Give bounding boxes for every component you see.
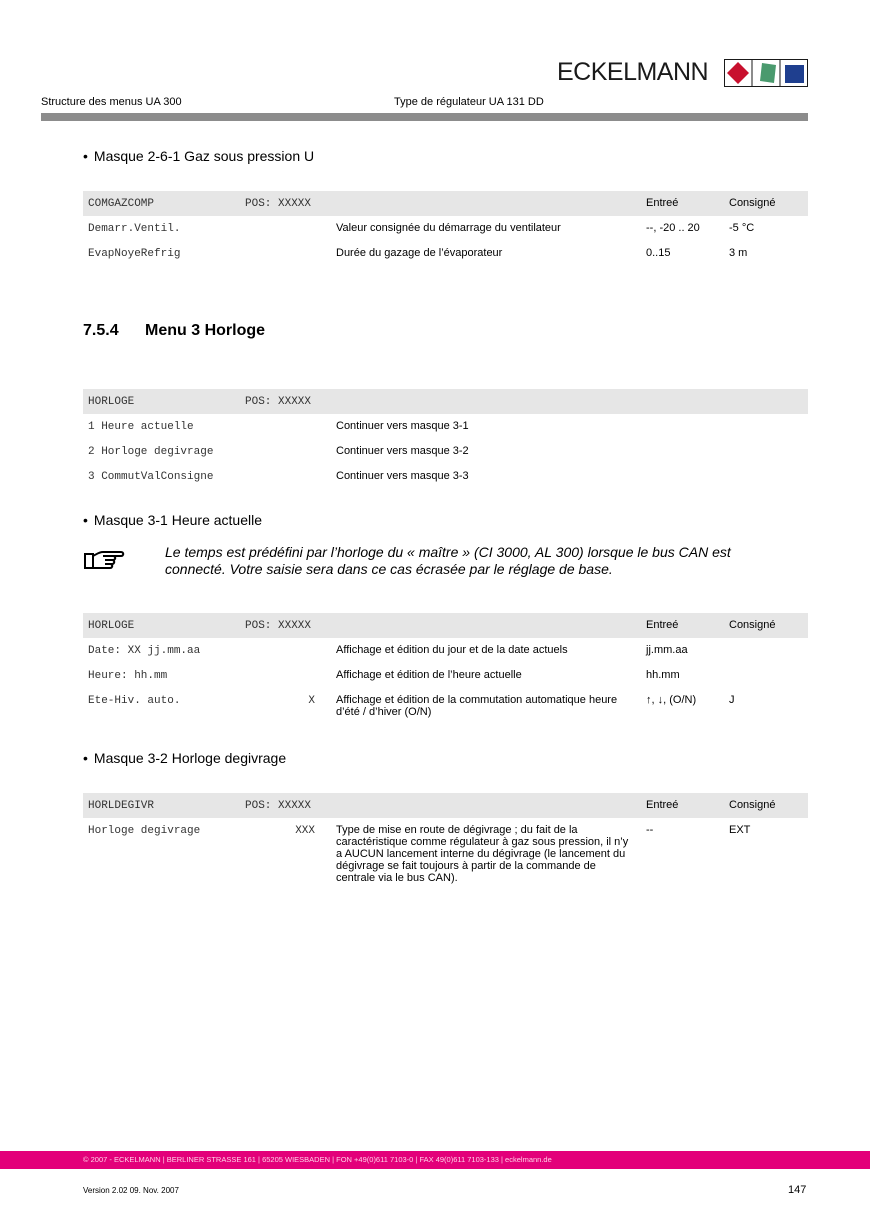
pointing-hand-icon <box>83 548 125 570</box>
position-code: POS: XXXXX <box>245 620 312 632</box>
table-row <box>83 241 808 266</box>
menu-name: HORLOGE <box>88 396 135 408</box>
parameter-name: Heure: hh.mm <box>88 670 168 682</box>
input-range: -- <box>646 824 654 836</box>
parameter-description: Affichage et édition du jour et de la date actuels <box>336 644 568 656</box>
table-header-row <box>83 191 808 216</box>
table-row <box>83 414 808 439</box>
setpoint-column-header: Consigné <box>729 799 776 811</box>
parameter-name: Ete-Hiv. auto. <box>88 695 181 707</box>
parameter-description: Affichage et édition de l’heure actuelle <box>336 669 522 681</box>
table-row <box>83 638 808 663</box>
setpoint-value: EXT <box>729 824 751 836</box>
setpoint-value: 3 m <box>729 247 748 259</box>
menu-name: COMGAZCOMP <box>88 198 155 210</box>
setpoint-column-header: Consigné <box>729 619 776 631</box>
table-row <box>83 464 808 489</box>
parameter-name: EvapNoyeRefrig <box>88 248 181 260</box>
parameter-name: Horloge degivrage <box>88 825 201 837</box>
menu-item-description: Continuer vers masque 3-1 <box>336 420 469 432</box>
menu-item-description: Continuer vers masque 3-3 <box>336 470 469 482</box>
header-controller-type: Type de régulateur UA 131 DD <box>394 96 544 108</box>
input-range: hh.mm <box>646 669 680 681</box>
company-logo-text: ECKELMANN <box>557 58 709 86</box>
parameter-description: Affichage et édition de la commutation automatique heure d’été / d’hiver (O/N) <box>336 694 618 718</box>
table-header-row <box>83 793 808 818</box>
footer-version: Version 2.02 09. Nov. 2007 <box>83 1186 179 1195</box>
setpoint-column-header: Consigné <box>729 197 776 209</box>
input-range: 0..15 <box>646 247 671 259</box>
table-row <box>83 439 808 464</box>
menu-item-description: Continuer vers masque 3-2 <box>336 445 469 457</box>
menu-item: 1 Heure actuelle <box>88 421 194 433</box>
bullet-masque-2-6-1: • Masque 2-6-1 Gaz sous pression U <box>83 148 314 164</box>
parameter-name: Demarr.Ventil. <box>88 223 181 235</box>
table-header-row <box>83 613 808 638</box>
position-code: POS: XXXXX <box>245 396 312 408</box>
bullet-masque-3-1: • Masque 3-1 Heure actuelle <box>83 512 262 528</box>
header-document-title: Structure des menus UA 300 <box>41 96 182 108</box>
menu-name: HORLOGE <box>88 620 135 632</box>
input-range: --, -20 .. 20 <box>646 222 700 234</box>
table-row <box>83 818 808 898</box>
table-row <box>83 688 808 728</box>
table-masque-3-1 <box>83 613 808 728</box>
parameter-name: Date: XX jj.mm.aa <box>88 645 201 657</box>
parameter-flag: X <box>308 695 315 707</box>
input-range: jj.mm.aa <box>646 644 688 656</box>
menu-item: 2 Horloge degivrage <box>88 446 214 458</box>
section-number: 7.5.4 <box>83 322 119 339</box>
section-heading <box>83 322 265 340</box>
section-title: Menu 3 Horloge <box>145 322 266 339</box>
parameter-description: Valeur consignée du démarrage du ventilateur <box>336 222 561 234</box>
position-code: POS: XXXXX <box>245 800 312 812</box>
table-masque-3-2 <box>83 793 808 898</box>
table-row <box>83 663 808 688</box>
table-header-row <box>83 389 808 414</box>
parameter-flag: XXX <box>295 825 315 837</box>
setpoint-value: -5 °C <box>729 222 755 234</box>
company-logo-icon <box>724 59 808 87</box>
table-masque-2-6-1 <box>83 191 808 266</box>
parameter-description: Type de mise en route de dégivrage ; du fait de la caractéristique comme régulateur à gaz sous pression, il n’y a AUCUN lancement interne du dégivrage (le lancement du dégivrage se fait toujours à partir de la commande de centrale via le bus CAN). <box>336 824 629 884</box>
note-text: Le temps est prédéfini par l’horloge du « maître » (CI 3000, AL 300) lorsque le bus CAN est connecté. Votre saisie sera dans ce cas écrasée par le réglage de base. <box>165 544 731 577</box>
footer-contact: © 2007 - ECKELMANN | BERLINER STRASSE 161 | 65205 WIESBADEN | FON +49(0)611 7103-0 | FAX 49(0)611 7103-133 | eckelmann.de <box>83 1155 552 1164</box>
input-column-header: Entreé <box>646 799 679 811</box>
input-column-header: Entreé <box>646 619 679 631</box>
page-number: 147 <box>788 1184 807 1196</box>
setpoint-value: J <box>729 694 735 706</box>
menu-item: 3 CommutValConsigne <box>88 471 214 483</box>
bullet-masque-3-2: • Masque 3-2 Horloge degivrage <box>83 750 286 766</box>
position-code: POS: XXXXX <box>245 198 312 210</box>
table-menu-3 <box>83 389 808 489</box>
input-column-header: Entreé <box>646 197 679 209</box>
table-row <box>83 216 808 241</box>
menu-name: HORLDEGIVR <box>88 800 155 812</box>
input-range: ↑, ↓, (O/N) <box>646 694 697 706</box>
parameter-description: Durée du gazage de l’évaporateur <box>336 247 503 259</box>
header-divider <box>41 113 808 121</box>
